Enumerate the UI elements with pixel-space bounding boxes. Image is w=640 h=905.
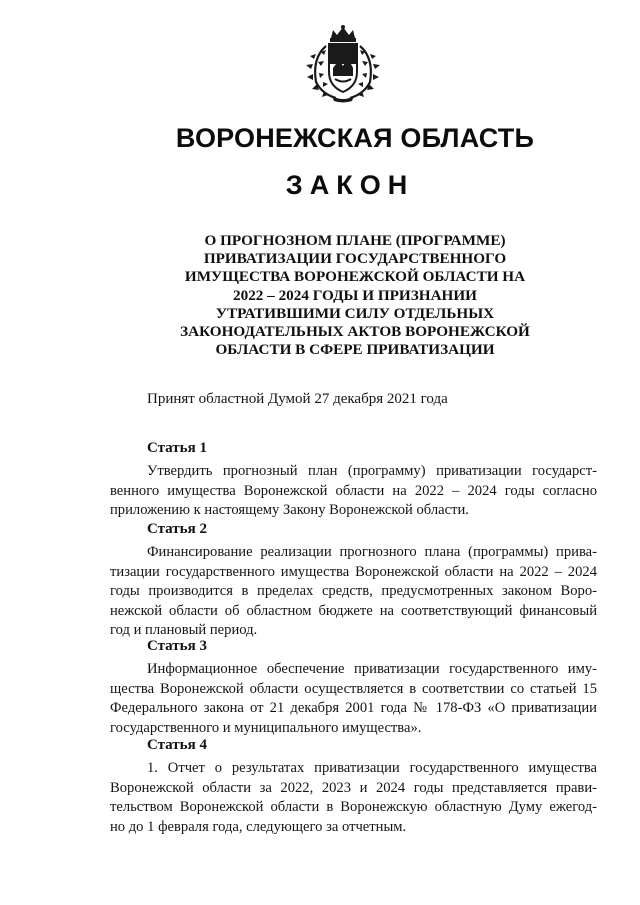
- region-name-heading: ВОРОНЕЖСКАЯ ОБЛАСТЬ: [175, 123, 535, 153]
- law-title-line: ИМУЩЕСТВА ВОРОНЕЖСКОЙ ОБЛАСТИ НА: [184, 268, 526, 286]
- article-2-text: [110, 543, 597, 641]
- article-4-text: [110, 759, 597, 837]
- law-title: [0, 232, 640, 359]
- law-title-line: ОБЛАСТИ В СФЕРЕ ПРИВАТИЗАЦИИ: [215, 341, 495, 359]
- article-line: Федерального закона от 21 декабря 2001 года № 178-ФЗ «О приватизации: [110, 700, 597, 716]
- article-line: государственного и муниципального имущества».: [110, 719, 422, 736]
- article-line: щества Воронежской области осуществляется в соответствии со статьей 15: [110, 680, 597, 697]
- law-title-line: УТРАТИВШИМИ СИЛУ ОТДЕЛЬНЫХ: [215, 304, 495, 322]
- article-line: тельством Воронежской области в Воронежскую областную Думу ежегод-: [110, 799, 597, 815]
- article-line: Утвердить прогнозный план (программу) приватизации государст-: [147, 463, 597, 479]
- article-3-heading: Статья 3: [147, 638, 207, 654]
- law-title-line: ЗАКОНОДАТЕЛЬНЫХ АКТОВ ВОРОНЕЖСКОЙ: [180, 323, 530, 341]
- document-type-heading: ЗАКОН: [285, 170, 415, 200]
- article-1-text: [110, 462, 597, 521]
- article-line: но до 1 февраля года, следующего за отчетным.: [110, 818, 407, 835]
- article-1-heading: Статья 1: [147, 440, 207, 456]
- article-2-heading: Статья 2: [147, 521, 207, 537]
- article-line: Информационное обеспечение приватизации государственного иму-: [147, 661, 597, 677]
- article-line: Воронежской области за 2022, 2023 и 2024 годы представляется прави-: [110, 779, 597, 796]
- article-4-heading: Статья 4: [147, 737, 207, 753]
- article-line: Финансирование реализации прогнозного плана (программы) прива-: [147, 544, 597, 560]
- coat-of-arms-icon: [302, 24, 384, 104]
- article-line: тизации государственного имущества Воронежской области на 2022 – 2024: [110, 563, 597, 580]
- article-line: 1. Отчет о результатах приватизации государственного имущества: [147, 760, 597, 776]
- article-line: годы производится в пределах средств, предусмотренных законом Воро-: [110, 583, 597, 599]
- article-line: нежской области об областном бюджете на соответствующий финансовый: [110, 602, 597, 619]
- law-title-line: О ПРОГНОЗНОМ ПЛАНЕ (ПРОГРАММЕ): [204, 232, 506, 249]
- article-line: год и плановый период.: [110, 622, 258, 638]
- article-3-text: [110, 660, 597, 738]
- law-title-line: 2022 – 2024 ГОДЫ И ПРИЗНАНИИ: [233, 286, 477, 304]
- adoption-date: Принят областной Думой 27 декабря 2021 года: [147, 391, 448, 407]
- article-line: венного имущества Воронежской области на 2022 – 2024 годы согласно: [110, 482, 597, 499]
- law-title-line: ПРИВАТИЗАЦИИ ГОСУДАРСТВЕННОГО: [203, 250, 507, 268]
- article-line: приложению к настоящему Закону Воронежской области.: [110, 502, 469, 518]
